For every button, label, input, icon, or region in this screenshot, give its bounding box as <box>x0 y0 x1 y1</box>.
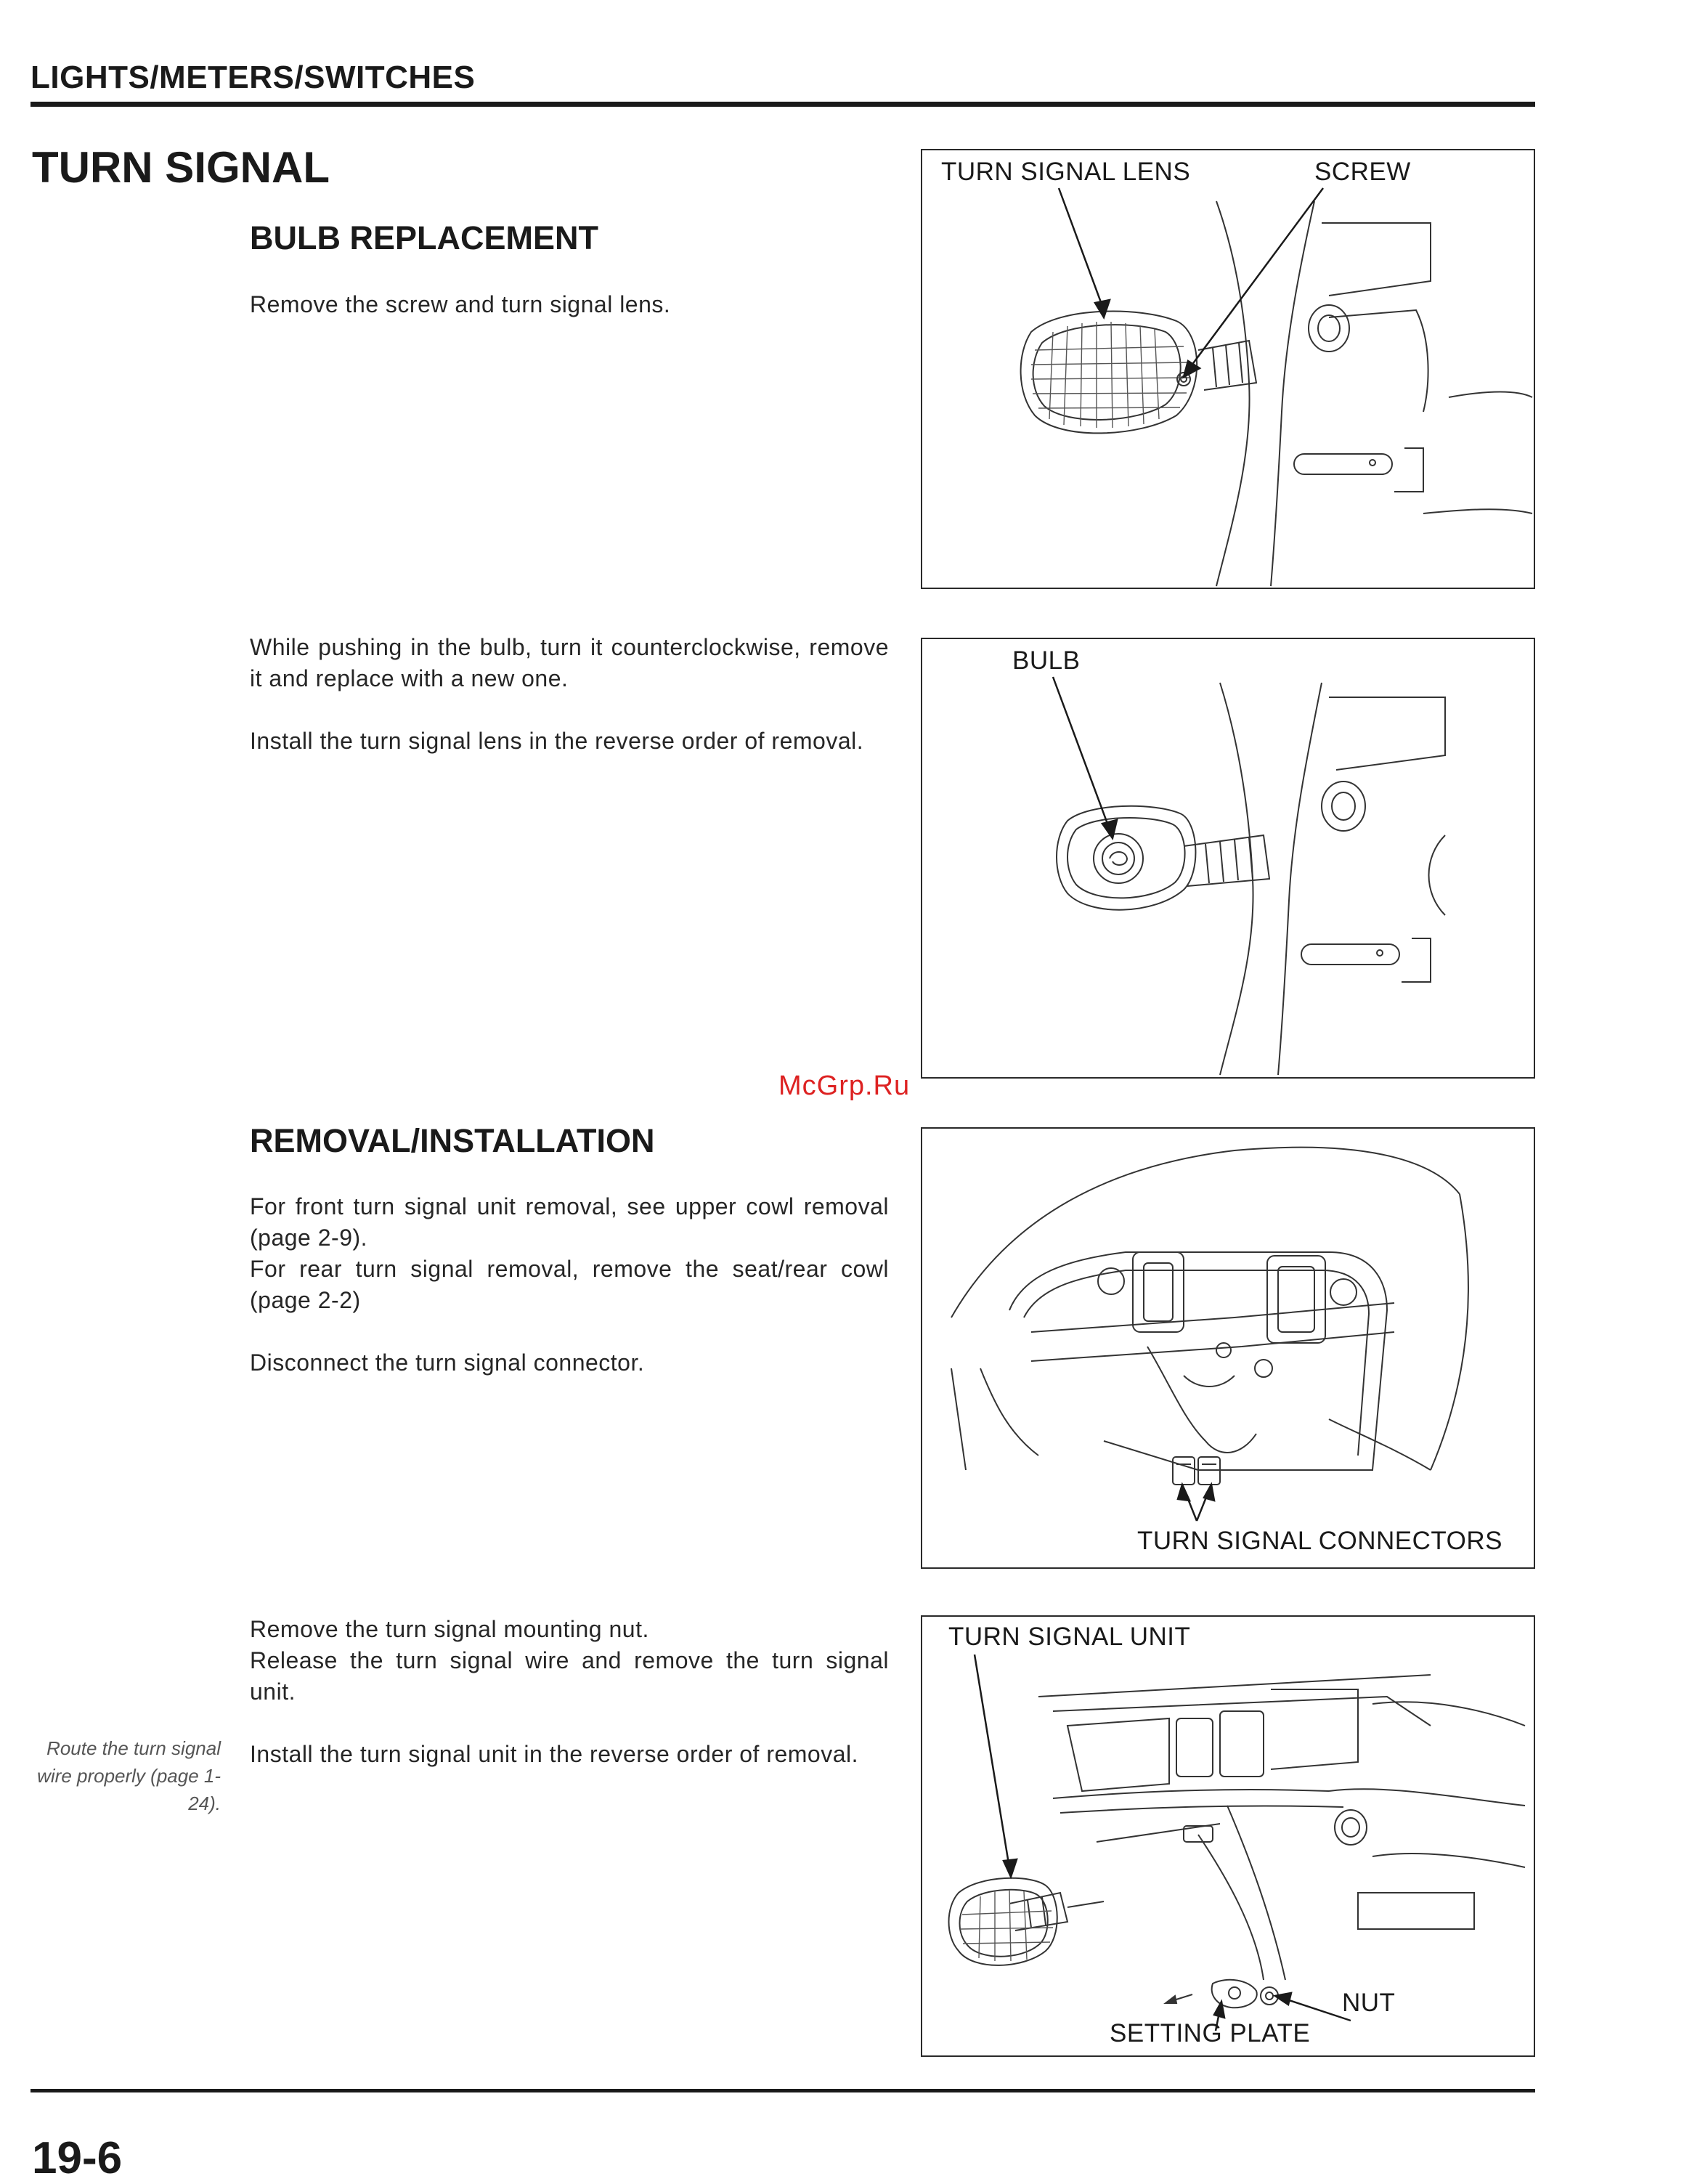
label-screw: SCREW <box>1314 158 1411 186</box>
figure-unit-nut-drawing <box>922 1617 1534 2055</box>
figure-connectors-drawing <box>922 1129 1534 1567</box>
footer-rule <box>30 2089 1535 2092</box>
page-number: 19-6 <box>32 2133 123 2183</box>
removal-p1: For front turn signal unit removal, see upper cowl removal (page 2-9). <box>250 1193 889 1251</box>
bulb-step-3-text: Install the turn signal lens in the reverse order of removal. <box>250 728 864 754</box>
bulb-replacement-heading: BULB REPLACEMENT <box>250 219 598 256</box>
watermark: McGrp.Ru <box>778 1071 911 1101</box>
section-header: LIGHTS/METERS/SWITCHES <box>30 60 476 95</box>
removal-heading: REMOVAL/INSTALLATION <box>250 1122 655 1159</box>
figure-lens-screw <box>921 149 1535 589</box>
figure-bulb-drawing <box>922 639 1534 1077</box>
label-turn-signal-connectors: TURN SIGNAL CONNECTORS <box>1137 1527 1502 1555</box>
bulb-step-1 <box>250 289 889 320</box>
side-note: Route the turn signal wire properly (page 1-24). <box>37 1737 221 1814</box>
label-setting-plate: SETTING PLATE <box>1110 2019 1311 2047</box>
figure-lens-screw-drawing <box>922 150 1534 588</box>
figure-connectors <box>921 1127 1535 1569</box>
bulb-step-2-text: While pushing in the bulb, turn it counterclockwise, remove it and replace with a new one. <box>250 634 889 691</box>
label-nut: NUT <box>1342 1989 1396 2017</box>
removal-p4: Remove the turn signal mounting nut. <box>250 1616 649 1642</box>
removal-paragraph-2 <box>250 1614 889 1770</box>
removal-p5: Release the turn signal wire and remove the turn signal unit. <box>250 1647 889 1705</box>
page-title: TURN SIGNAL <box>32 143 330 192</box>
removal-paragraph-1 <box>250 1191 889 1379</box>
removal-p3: Disconnect the turn signal connector. <box>250 1349 645 1376</box>
figure-unit-nut <box>921 1615 1535 2057</box>
figure-bulb <box>921 638 1535 1079</box>
bulb-step-1-text: Remove the screw and turn signal lens. <box>250 291 671 317</box>
removal-p6: Install the turn signal unit in the reverse order of removal. <box>250 1741 859 1767</box>
label-bulb: BULB <box>1012 646 1081 675</box>
bulb-steps-2-3 <box>250 632 889 757</box>
header-rule <box>30 102 1535 107</box>
label-turn-signal-unit: TURN SIGNAL UNIT <box>948 1623 1191 1651</box>
removal-p2: For rear turn signal removal, remove the seat/rear cowl (page 2-2) <box>250 1256 889 1313</box>
label-turn-signal-lens: TURN SIGNAL LENS <box>941 158 1191 186</box>
